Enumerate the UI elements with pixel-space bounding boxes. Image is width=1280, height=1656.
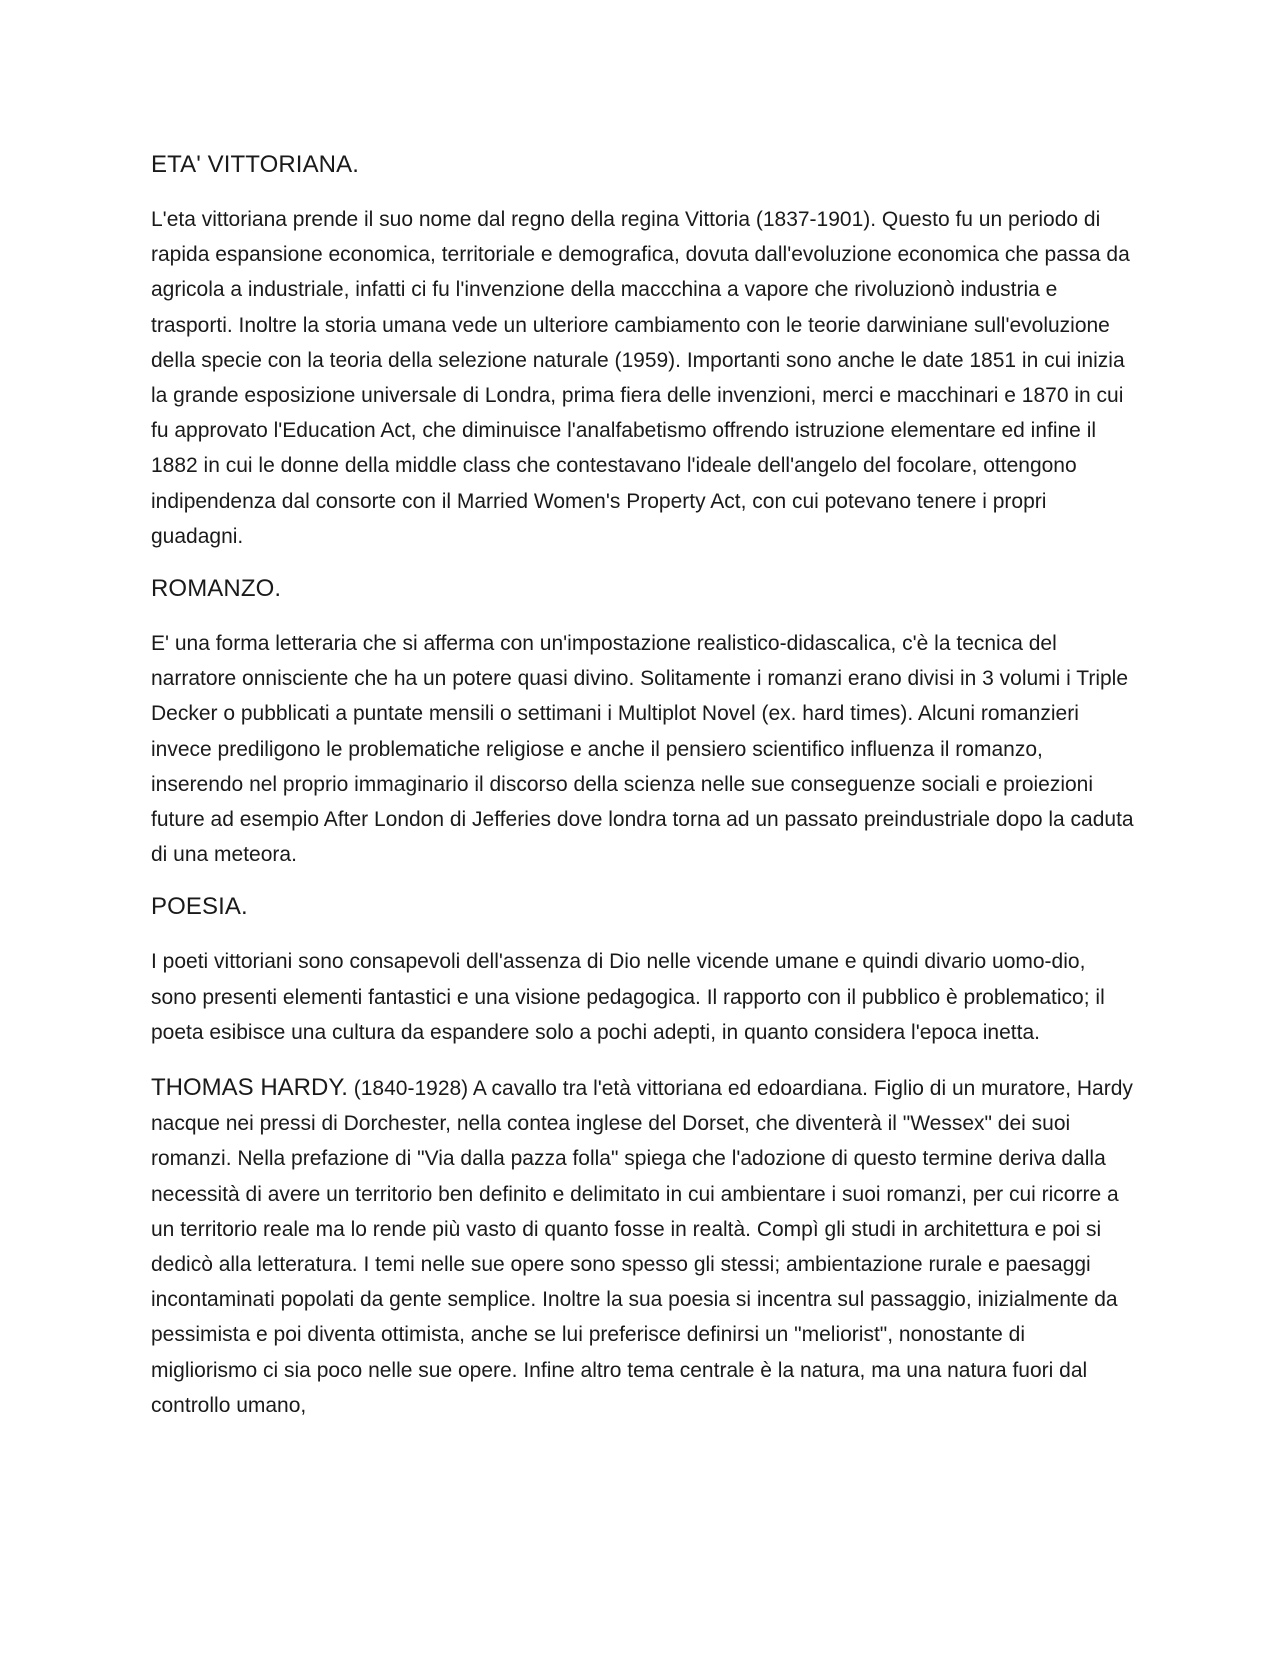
section-heading-thomas-hardy: THOMAS HARDY.: [151, 1074, 348, 1102]
section-heading-eta-vittoriana: ETA' VITTORIANA.: [151, 151, 359, 178]
section-body-eta-vittoriana: L'eta vittoriana prende il suo nome dal regno della regina Vittoria (1837-1901). Questo fu un periodo di rapida espansione economica, territoriale e demografica, dovuta dall'evoluzione economica che passa da agricola a industriale, infatti ci fu l'invenzione della maccchina a vapore che rivoluzionò industria e trasporti. Inoltre la storia umana vede un ulteriore cambiamento con le teorie darwiniane sull'evoluzione della specie con la teoria della selezione naturale (1959). Importanti sono anche le date 1851 in cui inizia la grande esposizione universale di Londra, prima fiera delle invenzioni, merci e macchinari e 1870 in cui fu approvato l'Education Act, che diminuisce l'analfabetismo offrendo istruzione elementare ed infine il 1882 in cui le donne della middle class che contestavano l'ideale dell'angelo del focolare, ottengono indipendenza dal consorte con il Married Women's Property Act, con cui potevano tenere i propri guadagni.: [151, 208, 1130, 548]
document-page: [151, 150, 1136, 1443]
section-body-romanzo: E' una forma letteraria che si afferma con un'impostazione realistico-didascalica, c'è la tecnica del narratore onnisciente che ha un potere quasi divino. Solitamente i romanzi erano divisi in 3 volumi i Triple Decker o pubblicati a puntate mensili o settimani i Multiplot Novel (ex. hard times). Alcuni romanzieri invece prediligono le problematiche religiose e anche il pensiero scientifico influenza il romanzo, inserendo nel proprio immaginario il discorso della scienza nelle sue conseguenze sociali e proiezioni future ad esempio After London di Jefferies dove londra torna ad un passato preindustriale dopo la caduta di una meteora.: [151, 632, 1134, 867]
section-body-poesia: I poeti vittoriani sono consapevoli dell'assenza di Dio nelle vicende umane e quindi divario uomo-dio, sono presenti elementi fantastici e una visione pedagogica. Il rapporto con il pubblico è problematico; il poeta esibisce una cultura da espandere solo a pochi adepti, in quanto considera l'epoca inetta.: [151, 950, 1105, 1044]
section-body-thomas-hardy: (1840-1928) A cavallo tra l'età vittoriana ed edoardiana. Figlio di un muratore, Hardy nacque nei pressi di Dorchester, nella contea inglese del Dorset, che diventerà il "Wessex" dei suoi romanzi. Nella prefazione di "Via dalla pazza folla" spiega che l'adozione di questo termine deriva dalla necessità di avere un territorio ben definito e delimitato in cui ambientare i suoi romanzi, per cui ricorre a un territorio reale ma lo rende più vasto di quanto fosse in realtà. Compì gli studi in architettura e poi si dedicò alla letteratura. I temi nelle sue opere sono spesso gli stessi; ambientazione rurale e paesaggi incontaminati popolati da gente semplice. Inoltre la sua poesia si incentra sul passaggio, inizialmente da pessimista e poi diventa ottimista, anche se lui preferisce definirsi un "meliorist", nonostante di migliorismo ci sia poco nelle sue opere. Infine altro tema centrale è la natura, ma una natura fuori dal controllo umano,: [151, 1077, 1133, 1417]
section-hardy: [151, 1070, 1136, 1423]
section-heading-poesia: POESIA.: [151, 893, 248, 921]
section-heading-romanzo: ROMANZO.: [151, 575, 282, 603]
